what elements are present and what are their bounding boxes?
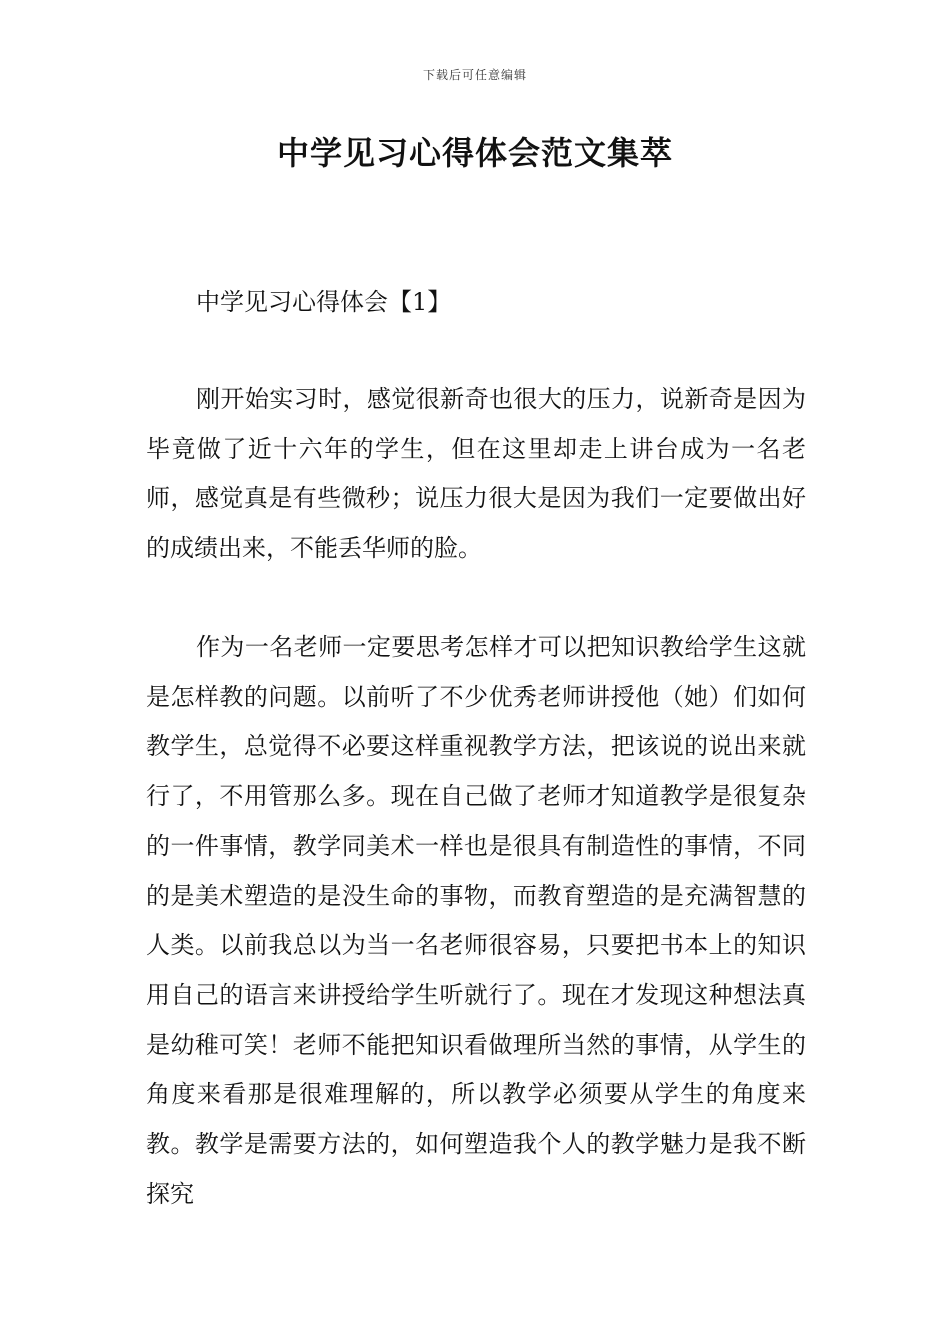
paragraph-2: 作为一名老师一定要思考怎样才可以把知识教给学生这就是怎样教的问题。以前听了不少优秀老师讲授他（她）们如何教学生，总觉得不必要这样重视教学方法，把该说的说出来就行了，不用管那么多。现在自己做了老师才知道教学是很复杂的一件事情，教学同美术一样也是很具有制造性的事情，不同的是美术塑造的是没生命的事物，而教育塑造的是充满智慧的人类。以前我总以为当一名老师很容易，只要把书本上的知识用自己的语言来讲授给学生听就行了。现在才发现这种想法真是幼稚可笑！老师不能把知识看做理所当然的事情，从学生的角度来看那是很难理解的，所以教学必须要从学生的角度来教。教学是需要方法的，如何塑造我个人的教学魅力是我不断探究 (146, 633, 806, 1208)
document-title: 中学见习心得体会范文集萃 (276, 134, 673, 172)
paragraph-1: 刚开始实习时，感觉很新奇也很大的压力，说新奇是因为毕竟做了近十六年的学生，但在这里却走上讲台成为一名老师，感觉真是有些微秒；说压力很大是因为我们一定要做出好的成绩出来，不能丢华师的脸。 (146, 385, 806, 563)
section-heading: 中学见习心得体会【1】 (196, 288, 452, 316)
header-note: 下载后可任意编辑 (422, 68, 527, 82)
